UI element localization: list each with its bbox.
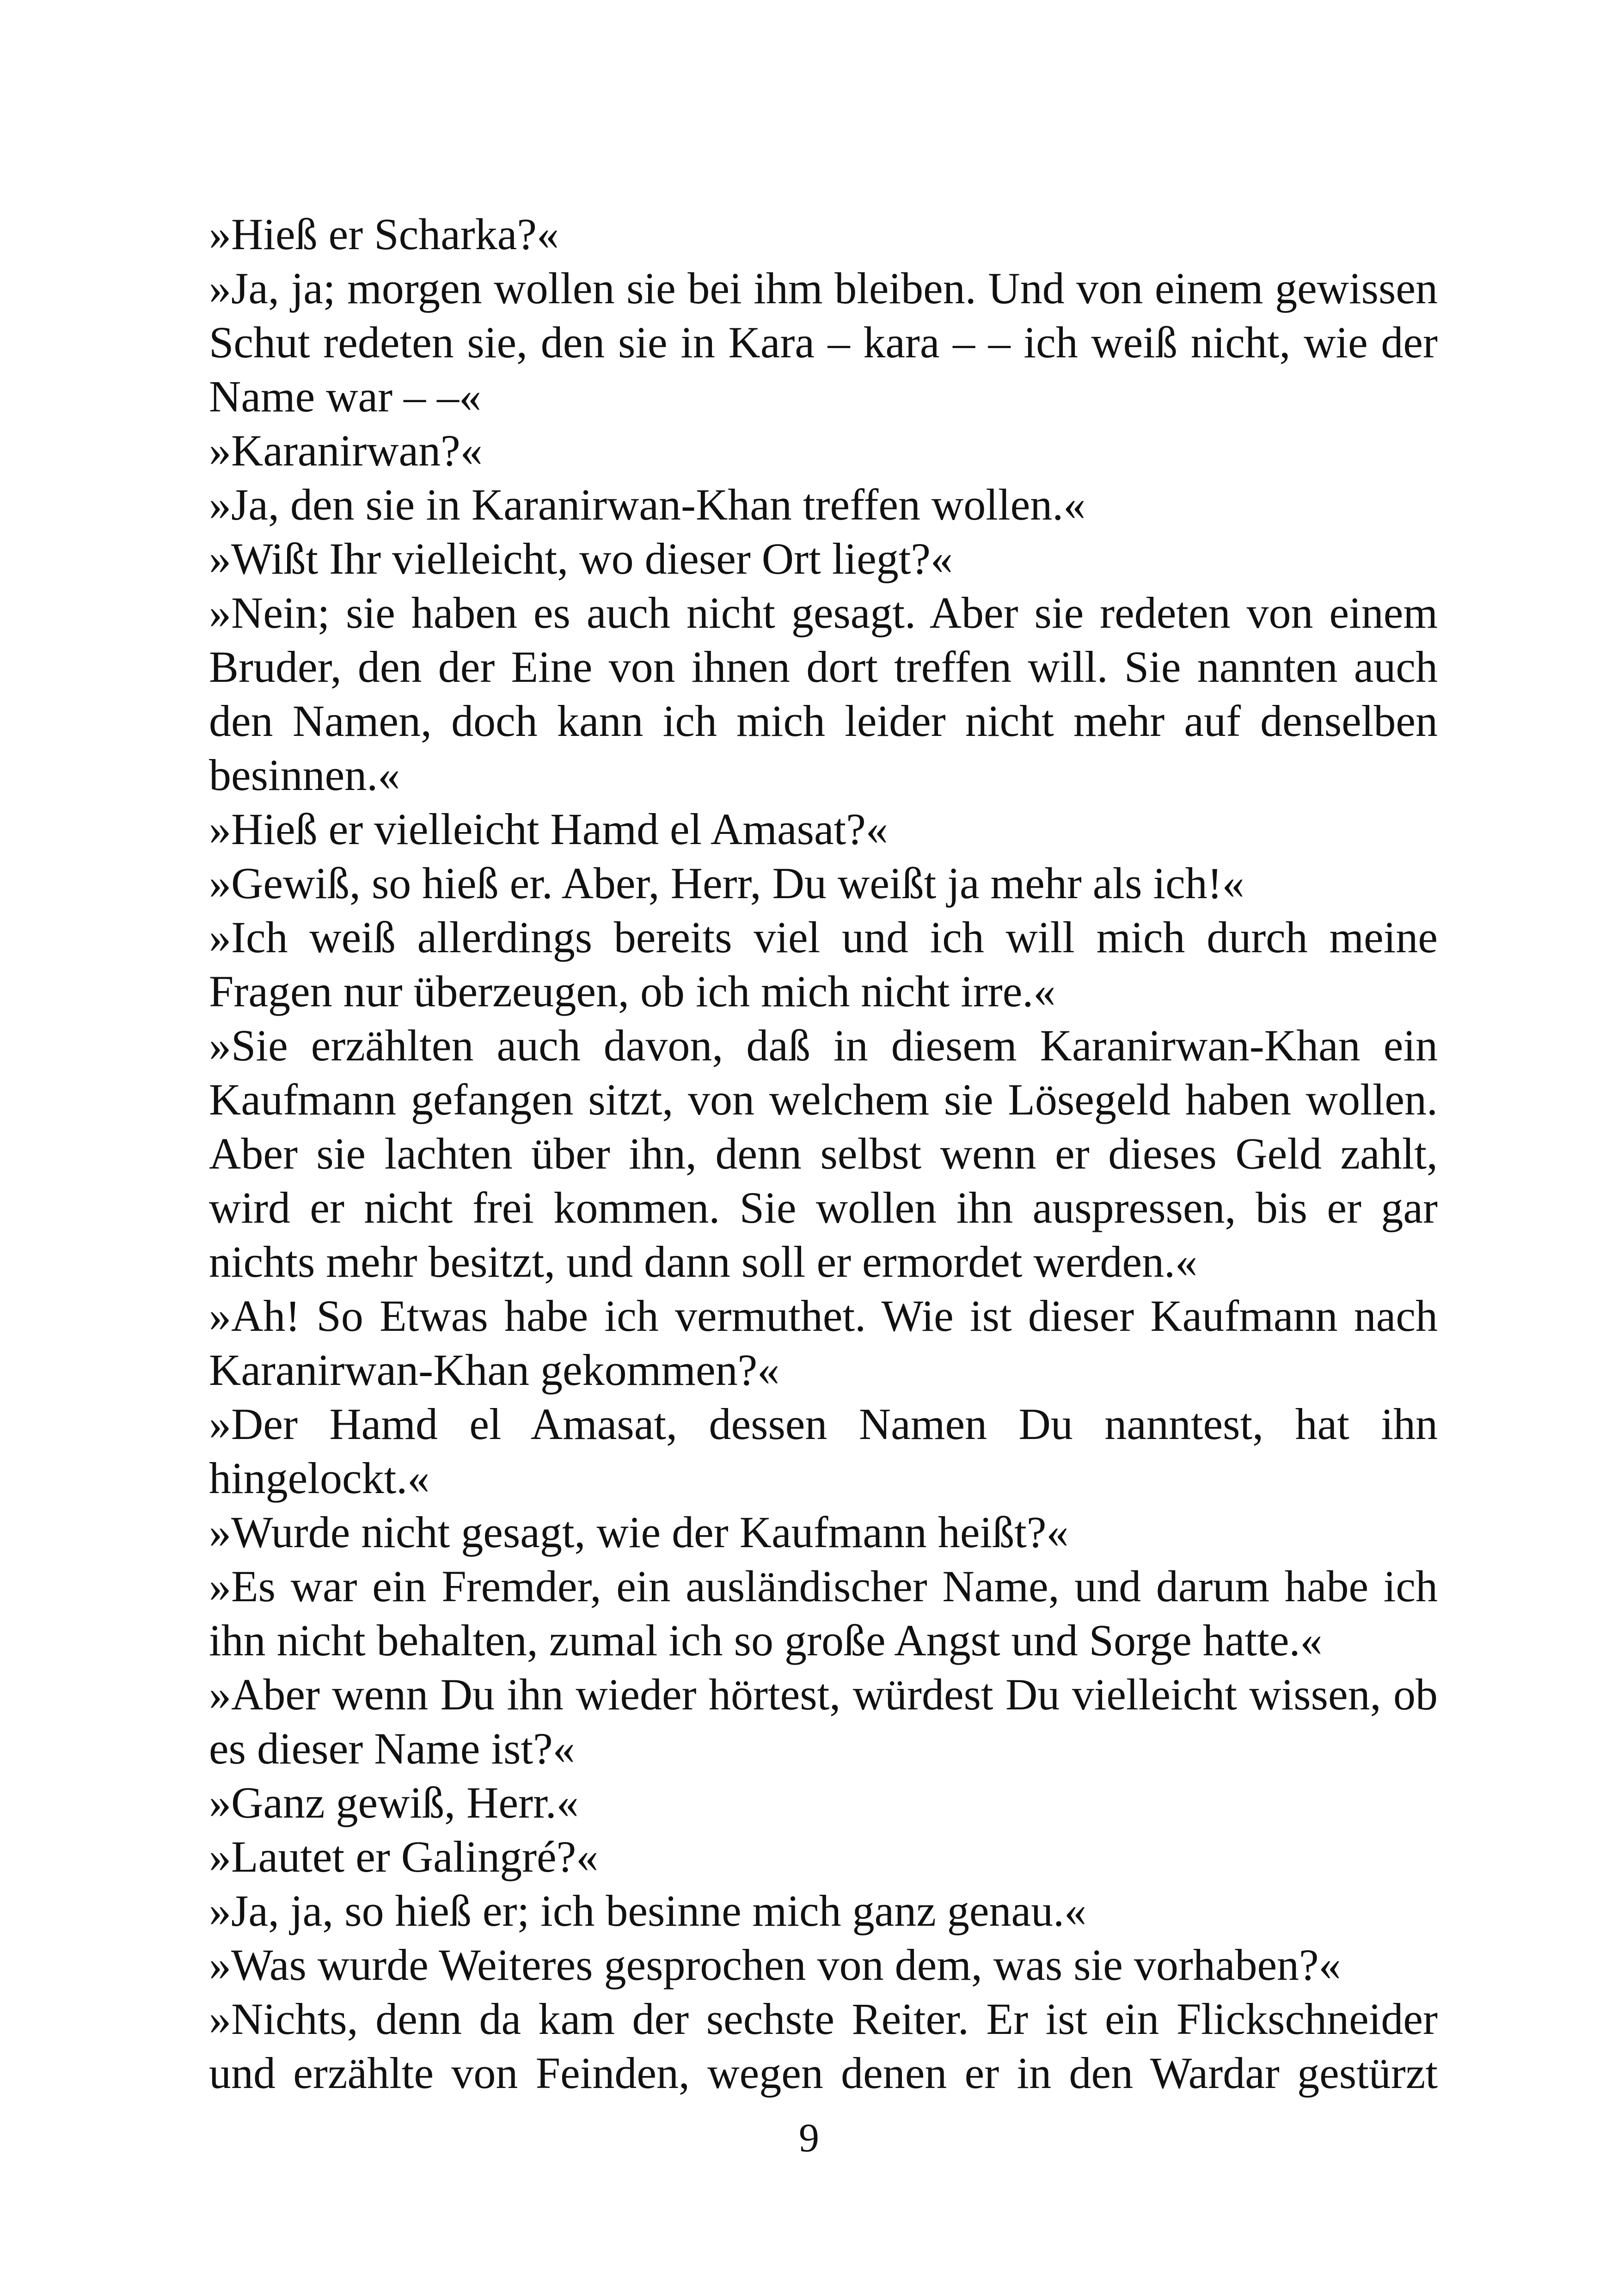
page-number: 9 [799,2116,819,2161]
paragraph-4: »Ja, den sie in Karanirwan-Khan treffen wollen.« [209,480,1086,529]
paragraph-19: »Was wurde Weiteres gesprochen von dem, was sie vorhaben?« [209,1940,1341,1990]
paragraph-17: »Lautet er Galingré?« [209,1832,599,1881]
paragraph-9: »Ich weiß allerdings bereits viel und ich will mich durch meine Fragen nur überzeugen, ob ich mich nicht irre.« [209,912,1438,1016]
paragraph-1: »Hieß er Scharka?« [209,209,559,259]
paragraph-11: »Ah! So Etwas habe ich vermuthet. Wie ist dieser Kaufmann nach Karanirwan-Khan gekommen?« [209,1291,1438,1395]
paragraph-10: »Sie erzählten auch davon, daß in diesem Karanirwan-Khan ein Kaufmann gefangen sitzt, von welchem sie Lösegeld haben wollen. Aber sie lachten über ihn, denn selbst wenn er dieses Geld zahlt, wird er nicht frei kommen. Sie wollen ihn auspressen, bis er gar nichts mehr besitzt, und dann soll er ermordet werden.« [209,1021,1438,1286]
paragraph-13: »Wurde nicht gesagt, wie der Kaufmann heißt?« [209,1507,1069,1557]
paragraph-8: »Gewiß, so hieß er. Aber, Herr, Du weißt ja mehr als ich!« [209,858,1244,908]
paragraph-18: »Ja, ja, so hieß er; ich besinne mich ganz genau.« [209,1886,1087,1935]
body-text [209,207,1438,2100]
paragraph-20: »Nichts, denn da kam der sechste Reiter. Er ist ein Flickschneider und erzählte von Feinden, wegen denen er in den Wardar gestürzt [209,1994,1438,2098]
paragraph-7: »Hieß er vielleicht Hamd el Amasat?« [209,804,888,854]
paragraph-16: »Ganz gewiß, Herr.« [209,1778,579,1827]
paragraph-12: »Der Hamd el Amasat, dessen Namen Du nanntest, hat ihn hingelockt.« [209,1399,1438,1503]
paragraph-6: »Nein; sie haben es auch nicht gesagt. Aber sie redeten von einem Bruder, den der Eine von ihnen dort treffen will. Sie nannten auch den Namen, doch kann ich mich leider nicht mehr auf denselben besinnen.« [209,588,1438,800]
paragraph-2: »Ja, ja; morgen wollen sie bei ihm bleiben. Und von einem gewissen Schut redeten sie, den sie in Kara – kara – – ich weiß nicht, wie der Name war – –« [209,263,1438,421]
paragraph-3: »Karanirwan?« [209,426,483,475]
paragraph-5: »Wißt Ihr vielleicht, wo dieser Ort liegt?« [209,534,953,583]
paragraph-15: »Aber wenn Du ihn wieder hörtest, würdest Du vielleicht wissen, ob es dieser Name ist?« [209,1670,1438,1773]
paragraph-14: »Es war ein Fremder, ein ausländischer Name, und darum habe ich ihn nicht behalten, zumal ich so große Angst und Sorge hatte.« [209,1561,1438,1665]
